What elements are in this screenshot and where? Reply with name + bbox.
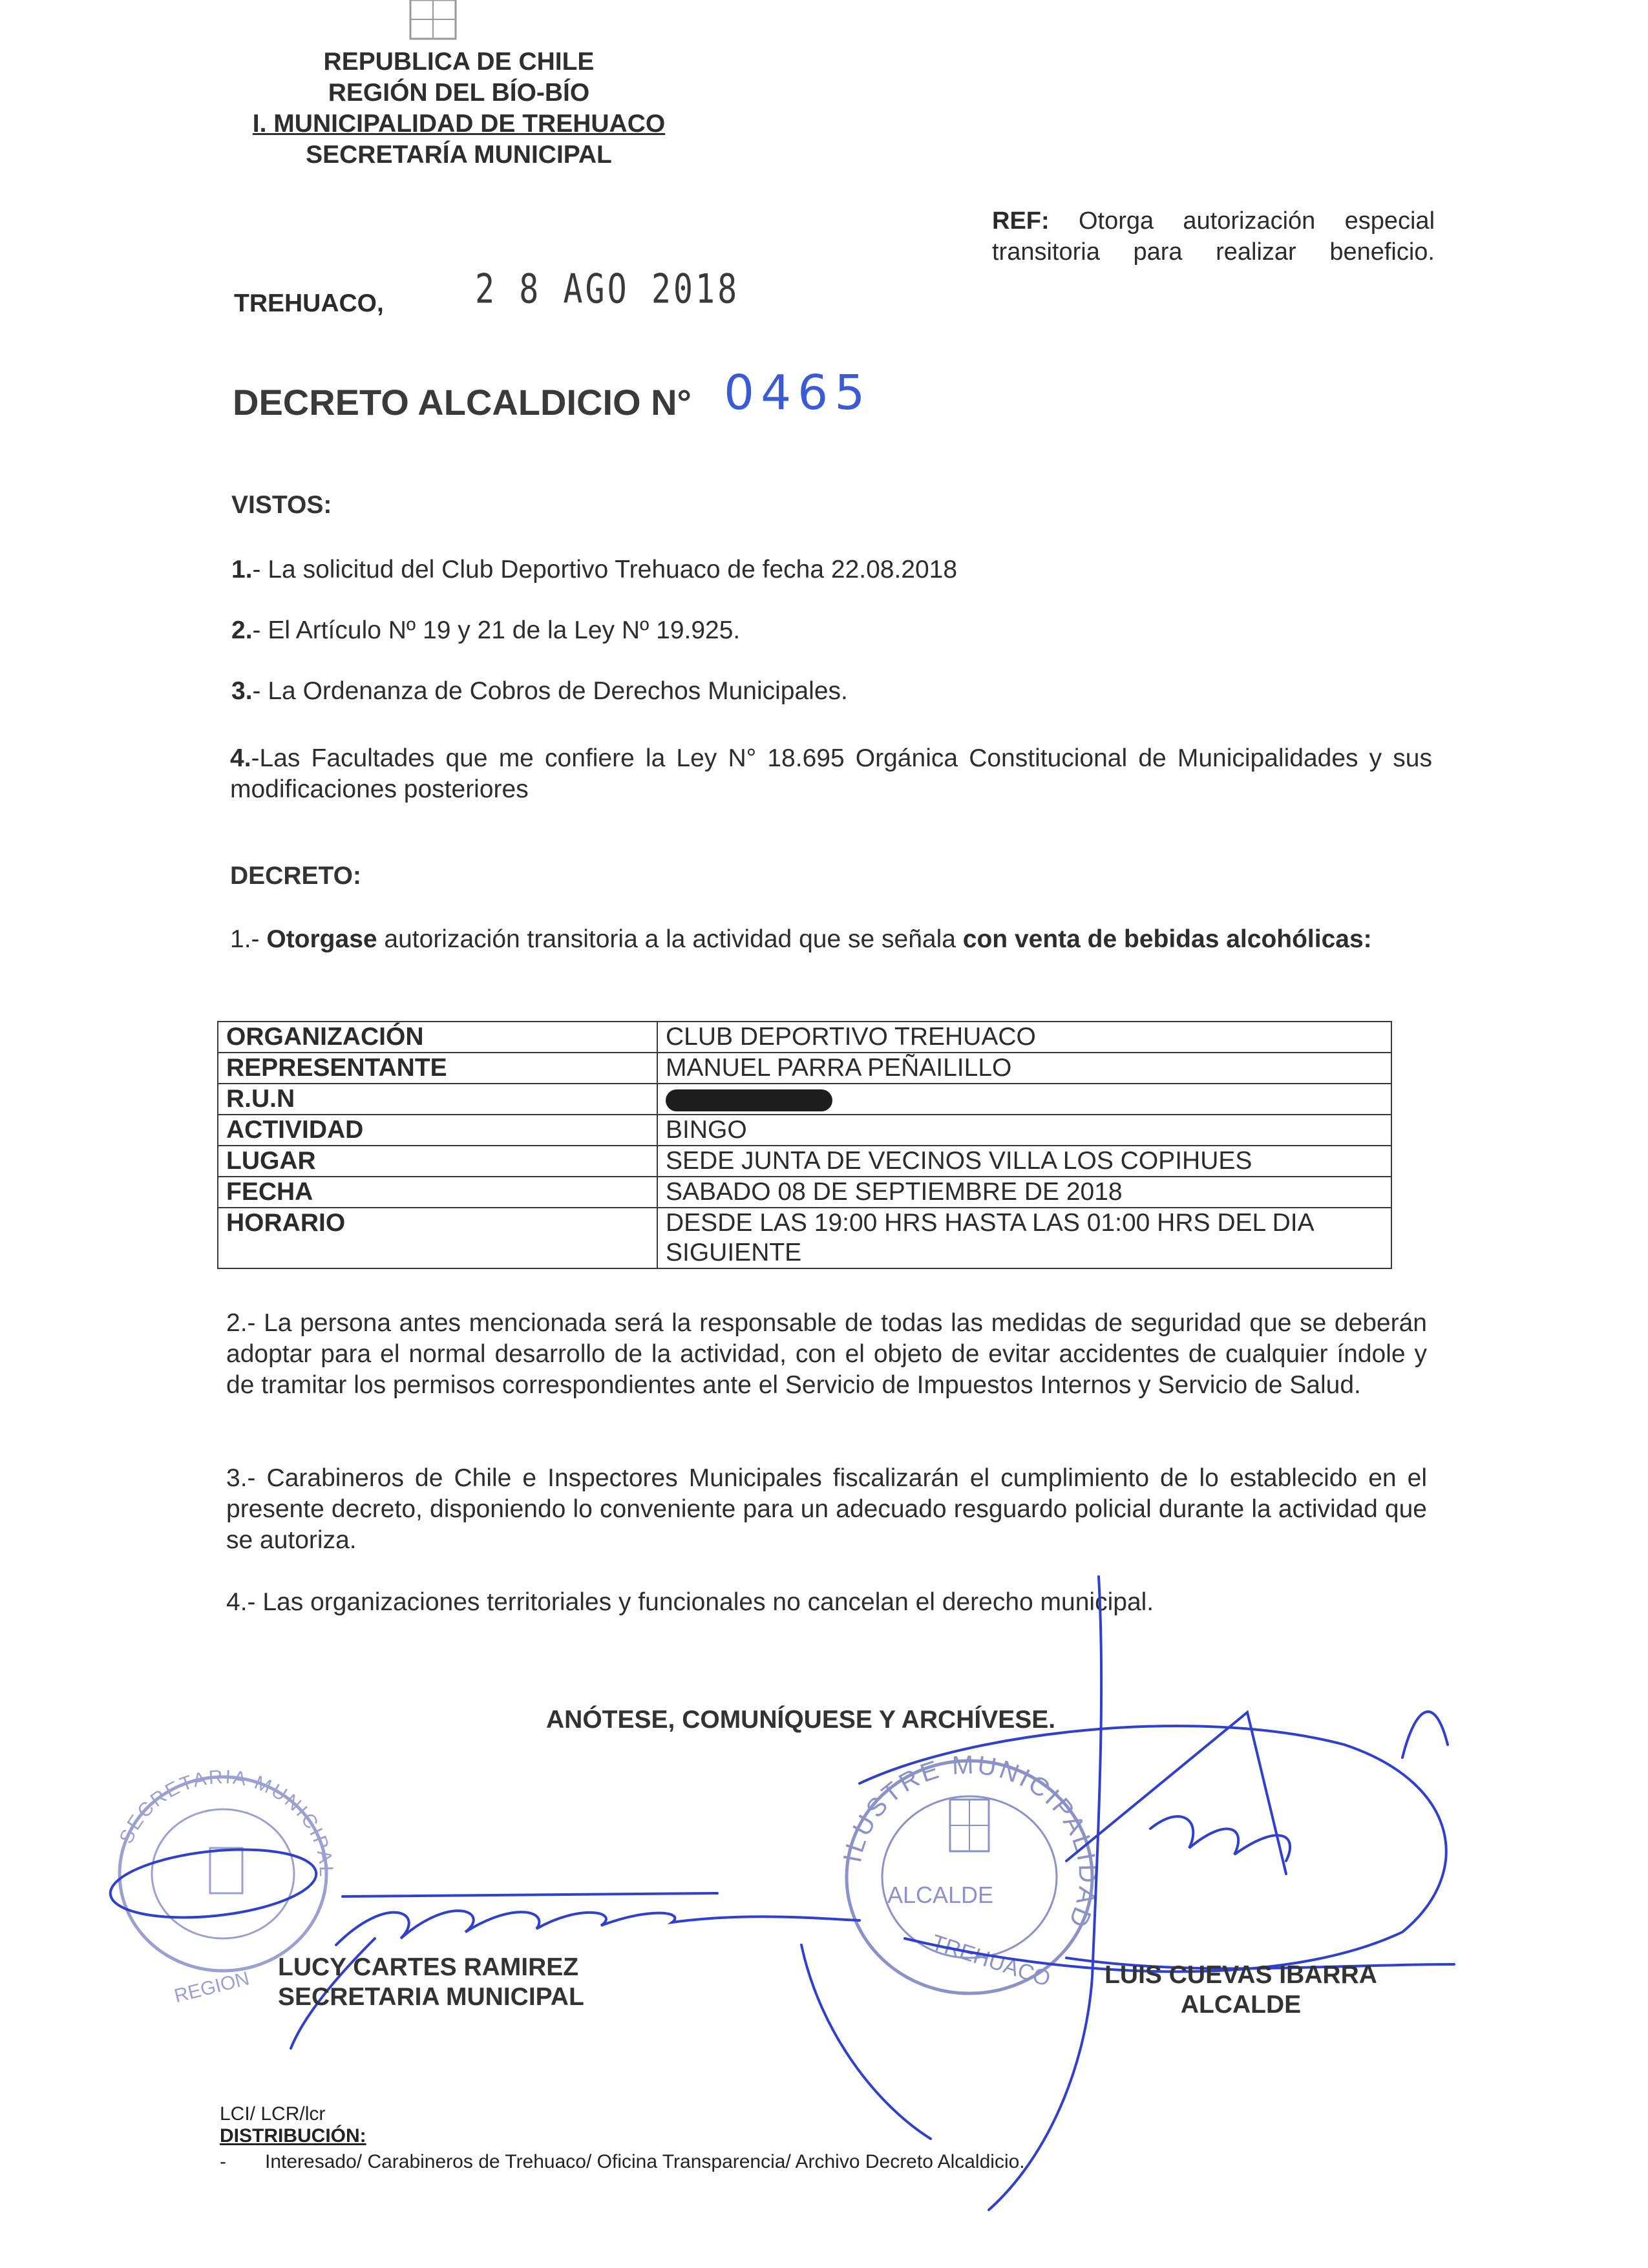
secretary-stamp-ring-text: SECRETARIA MUNICIPAL xyxy=(115,1766,337,1879)
secretary-signature xyxy=(107,1841,860,2048)
table-key: R.U.N xyxy=(218,1084,657,1115)
vistos-item-text: - El Artículo Nº 19 y 21 de la Ley Nº 19.925. xyxy=(252,616,741,644)
mayor-stamp-bottom-text: TREHUACO xyxy=(928,1929,1053,1992)
decreto-item-3: 3.- Carabineros de Chile e Inspectores Municipales fiscalizarán el cumplimiento de lo establecido en el presente decreto, disponiendo lo conveniente para un adecuado resguardo policial durante la actividad que se autoriza. xyxy=(226,1464,1427,1554)
vistos-item-number: 1. xyxy=(231,556,253,583)
footer xyxy=(220,2103,1383,2173)
mayor-stamp-ring-text: ILUSTRE MUNICIPALIDAD xyxy=(838,1750,1103,1934)
decreto-item-4: 4.- Las organizaciones territoriales y funcionales no cancelan el derecho municipal. xyxy=(226,1588,1154,1616)
header-region: REGIÓN DEL BÍO-BÍO xyxy=(328,79,590,107)
table-value: DESDE LAS 19:00 HRS HASTA LAS 01:00 HRS DEL DIA SIGUIENTE xyxy=(657,1208,1391,1268)
vistos-item-number: 4. xyxy=(230,744,251,772)
mayor-stamp-center-text: ALCALDE xyxy=(887,1882,994,1908)
decreto-item-1-bold-end: con venta de bebidas alcohólicas: xyxy=(962,925,1372,953)
secretary-title: SECRETARIA MUNICIPAL xyxy=(278,1983,584,2011)
table-value: SABADO 08 DE SEPTIEMBRE DE 2018 xyxy=(657,1177,1391,1208)
decreto-item-1-mid: autorización transitoria a la actividad que se señala xyxy=(377,925,963,953)
vistos-item-number: 3. xyxy=(231,677,253,705)
place-label: TREHUACO, xyxy=(234,289,384,317)
secretary-stamp-inner-ring xyxy=(152,1809,294,1938)
footer-distribution-label: DISTRIBUCIÓN: xyxy=(220,2125,366,2147)
ref-label: REF: xyxy=(992,207,1050,235)
decreto-heading: DECRETO: xyxy=(230,862,361,890)
ref-text: Otorga autorización especial transitoria para realizar beneficio. xyxy=(992,207,1435,266)
mayor-title: ALCALDE xyxy=(1180,1991,1302,2019)
table-key: ACTIVIDAD xyxy=(218,1115,657,1146)
table-key: REPRESENTANTE xyxy=(218,1053,657,1084)
footer-initials: LCI/ LCR/lcr xyxy=(220,2103,326,2125)
decreto-item-2: 2.- La persona antes mencionada será la responsable de todas las medidas de seguridad que se deberán adoptar para el normal desarrollo de la actividad, con el objeto de evitar accidentes de cualquier índole y de tramitar los permisos correspondientes ante el Servicio de Impuestos Internos y Servicio de Salud. xyxy=(226,1309,1427,1399)
mayor-signature-block xyxy=(1086,1960,1396,2020)
footer-distribution-text: Interesado/ Carabineros de Trehuaco/ Oficina Transparencia/ Archivo Decreto Alcaldicio. xyxy=(265,2151,1025,2172)
table-value: CLUB DEPORTIVO TREHUACO xyxy=(657,1022,1391,1053)
secretary-name: LUCY CARTES RAMIREZ xyxy=(278,1953,579,1981)
table-key: LUGAR xyxy=(218,1146,657,1177)
header-municipality: I. MUNICIPALIDAD DE TREHUACO xyxy=(252,110,666,138)
header-country: REPUBLICA DE CHILE xyxy=(323,48,595,76)
mayor-name: LUIS CUEVAS IBARRA xyxy=(1104,1961,1377,1989)
secretary-signature-block xyxy=(278,1953,646,2012)
table-value: BINGO xyxy=(657,1115,1391,1146)
header-office: SECRETARÍA MUNICIPAL xyxy=(306,141,612,169)
vistos-item-text: - La solicitud del Club Deportivo Trehuaco de fecha 22.08.2018 xyxy=(252,556,958,583)
decreto-item-1-pre: 1.- xyxy=(230,925,267,953)
vistos-item-text: -Las Facultades que me confiere la Ley N° 18.695 Orgánica Constitucional de Municipalidades y sus modificaciones posteriores xyxy=(230,744,1432,803)
decreto-item-1-bold-verb: Otorgase xyxy=(266,925,377,953)
decree-number-handwritten: 0465 xyxy=(724,365,872,421)
decree-title: DECRETO ALCALDICIO N° xyxy=(233,382,692,423)
table-key: HORARIO xyxy=(218,1208,657,1268)
coat-of-arms-icon xyxy=(210,1848,242,1893)
date-stamp: 2 8 AGO 2018 xyxy=(475,265,740,313)
footer-distribution-line xyxy=(220,2151,1383,2173)
table-key: FECHA xyxy=(218,1177,657,1208)
footer-bullet: - xyxy=(220,2151,226,2172)
table-value: MANUEL PARRA PEÑAILILLO xyxy=(657,1053,1391,1084)
vistos-heading: VISTOS: xyxy=(231,491,332,519)
table-value: SEDE JUNTA DE VECINOS VILLA LOS COPIHUES xyxy=(657,1146,1391,1177)
vistos-item-text: - La Ordenanza de Cobros de Derechos Municipales. xyxy=(252,677,848,705)
table-key: ORGANIZACIÓN xyxy=(218,1022,657,1053)
emblem-icon xyxy=(410,0,456,39)
secretary-stamp-bottom-text: REGION xyxy=(172,1968,252,2008)
closing-formula: ANÓTESE, COMUNÍQUESE Y ARCHÍVESE. xyxy=(546,1706,1056,1734)
vistos-item-number: 2. xyxy=(231,616,253,644)
